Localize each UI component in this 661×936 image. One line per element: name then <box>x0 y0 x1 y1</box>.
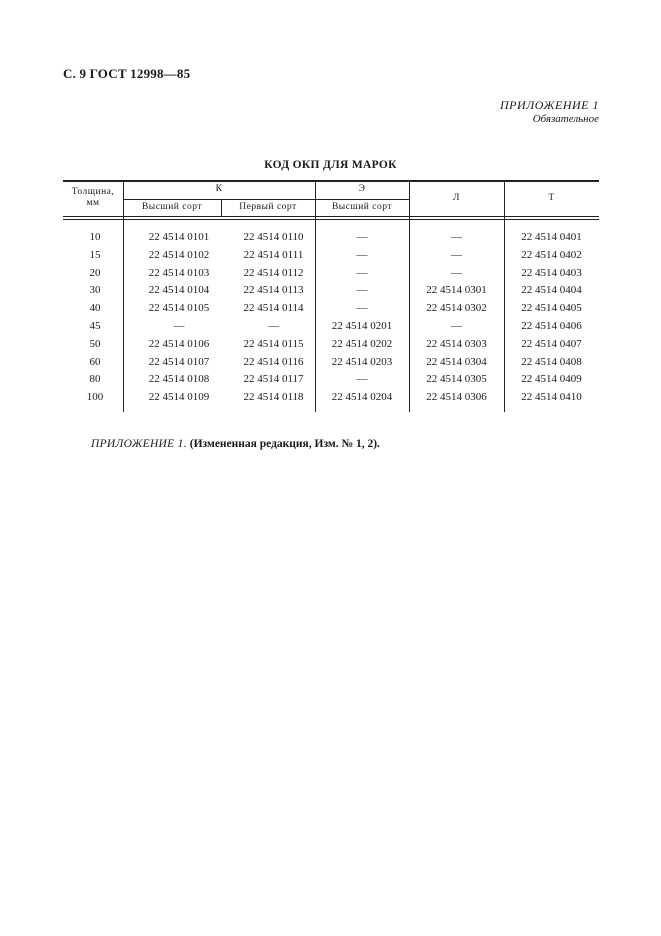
okp-code-cell: 22 4514 0110 <box>243 231 304 243</box>
okp-code-cell: 22 4514 0407 <box>521 337 582 350</box>
thickness-cell: 50 <box>89 337 101 350</box>
header-k: К <box>215 184 223 194</box>
appendix-title: ПРИЛОЖЕНИЕ 1 <box>500 98 599 112</box>
table-row <box>63 353 599 371</box>
okp-code-cell: 22 4514 0202 <box>331 337 393 350</box>
okp-code-cell: 22 4514 0111 <box>243 248 304 261</box>
table-row <box>63 281 599 299</box>
header-mid-rule <box>123 199 409 200</box>
okp-code-cell: 22 4514 0401 <box>521 231 582 243</box>
appendix-status: Обязательное <box>532 113 599 125</box>
okp-code-cell: 22 4514 0109 <box>148 391 210 404</box>
thickness-cell: 60 <box>89 355 101 368</box>
header-thickness: Толщина, мм <box>71 187 115 208</box>
okp-code-cell: 22 4514 0114 <box>243 302 304 315</box>
okp-code-cell: 22 4514 0405 <box>521 302 582 315</box>
okp-code-cell: — <box>356 284 368 297</box>
okp-code-cell: — <box>356 373 368 386</box>
header-k-highest: Высший сорт <box>141 202 203 212</box>
okp-code-cell: 22 4514 0115 <box>243 337 304 350</box>
okp-code-cell: 22 4514 0404 <box>521 284 582 297</box>
okp-code-cell: — <box>451 320 462 332</box>
header-bottom-rule-2 <box>63 219 599 220</box>
header-e: Э <box>358 184 366 194</box>
header-t: Т <box>548 193 555 203</box>
table-row <box>63 370 599 388</box>
okp-code-cell: 22 4514 0402 <box>521 248 582 261</box>
okp-code-cell: — <box>451 248 462 261</box>
footnote-ref: ПРИЛОЖЕНИЕ 1. <box>91 438 187 450</box>
okp-code-cell: 22 4514 0304 <box>426 355 487 368</box>
okp-code-cell: 22 4514 0105 <box>148 302 210 315</box>
okp-code-cell: — <box>356 248 368 261</box>
okp-code-cell: — <box>356 231 368 243</box>
okp-code-cell: 22 4514 0107 <box>148 355 210 368</box>
okp-code-cell: 22 4514 0106 <box>148 337 210 350</box>
okp-code-cell: — <box>356 302 368 315</box>
thickness-cell: 45 <box>89 320 101 332</box>
table-row <box>63 246 599 264</box>
okp-code-cell: 22 4514 0117 <box>243 373 304 386</box>
okp-code-cell: 22 4514 0410 <box>521 391 582 404</box>
table-row <box>63 228 599 246</box>
okp-code-cell: 22 4514 0118 <box>243 391 304 404</box>
footnote <box>91 438 380 450</box>
okp-code-cell: 22 4514 0408 <box>521 355 582 368</box>
table-row <box>63 335 599 353</box>
thickness-cell: 100 <box>86 391 104 404</box>
table-row <box>63 317 599 335</box>
okp-code-cell: — <box>173 320 185 332</box>
okp-code-cell: 22 4514 0104 <box>148 284 210 297</box>
table-row <box>63 299 599 317</box>
table-row <box>63 388 599 406</box>
okp-code-cell: 22 4514 0101 <box>148 231 210 243</box>
thickness-cell: 10 <box>89 231 101 243</box>
okp-code-cell: 22 4514 0103 <box>148 266 210 279</box>
okp-code-cell: 22 4514 0409 <box>521 373 582 386</box>
okp-code-table <box>63 180 599 412</box>
table-row <box>63 264 599 282</box>
thickness-cell: 40 <box>89 302 101 315</box>
okp-code-cell: 22 4514 0102 <box>148 248 210 261</box>
thickness-cell: 80 <box>89 373 101 386</box>
okp-code-cell: 22 4514 0108 <box>148 373 210 386</box>
okp-code-cell: — <box>451 266 462 279</box>
thickness-cell: 20 <box>89 266 101 279</box>
okp-code-cell: 22 4514 0116 <box>243 355 304 368</box>
table-title: КОД ОКП ДЛЯ МАРОК <box>264 159 397 171</box>
okp-code-cell: 22 4514 0204 <box>331 391 393 404</box>
okp-code-cell: 22 4514 0301 <box>426 284 487 297</box>
okp-code-cell: 22 4514 0406 <box>521 320 582 332</box>
page-header: С. 9 ГОСТ 12998—85 <box>63 66 191 81</box>
okp-code-cell: 22 4514 0303 <box>426 337 487 350</box>
okp-code-cell: 22 4514 0305 <box>426 373 487 386</box>
thickness-cell: 15 <box>89 248 101 261</box>
okp-code-cell: — <box>356 266 368 279</box>
header-bottom-rule <box>63 216 599 217</box>
okp-code-cell: 22 4514 0203 <box>331 355 393 368</box>
header-e-highest: Высший сорт <box>331 202 393 212</box>
okp-code-cell: — <box>268 320 279 332</box>
okp-code-cell: 22 4514 0302 <box>426 302 487 315</box>
thickness-cell: 30 <box>89 284 101 297</box>
okp-code-cell: 22 4514 0403 <box>521 266 582 279</box>
okp-code-cell: 22 4514 0113 <box>243 284 304 297</box>
table-top-rule <box>63 180 599 182</box>
header-l: Л <box>453 193 460 203</box>
okp-code-cell: 22 4514 0306 <box>426 391 487 404</box>
okp-code-cell: 22 4514 0112 <box>243 266 304 279</box>
header-k-first: Первый сорт <box>239 202 297 212</box>
okp-code-cell: 22 4514 0201 <box>331 320 393 332</box>
okp-code-cell: — <box>451 231 462 243</box>
appendix-label <box>500 98 599 126</box>
footnote-text: (Измененная редакция, Изм. № 1, 2). <box>189 438 380 450</box>
